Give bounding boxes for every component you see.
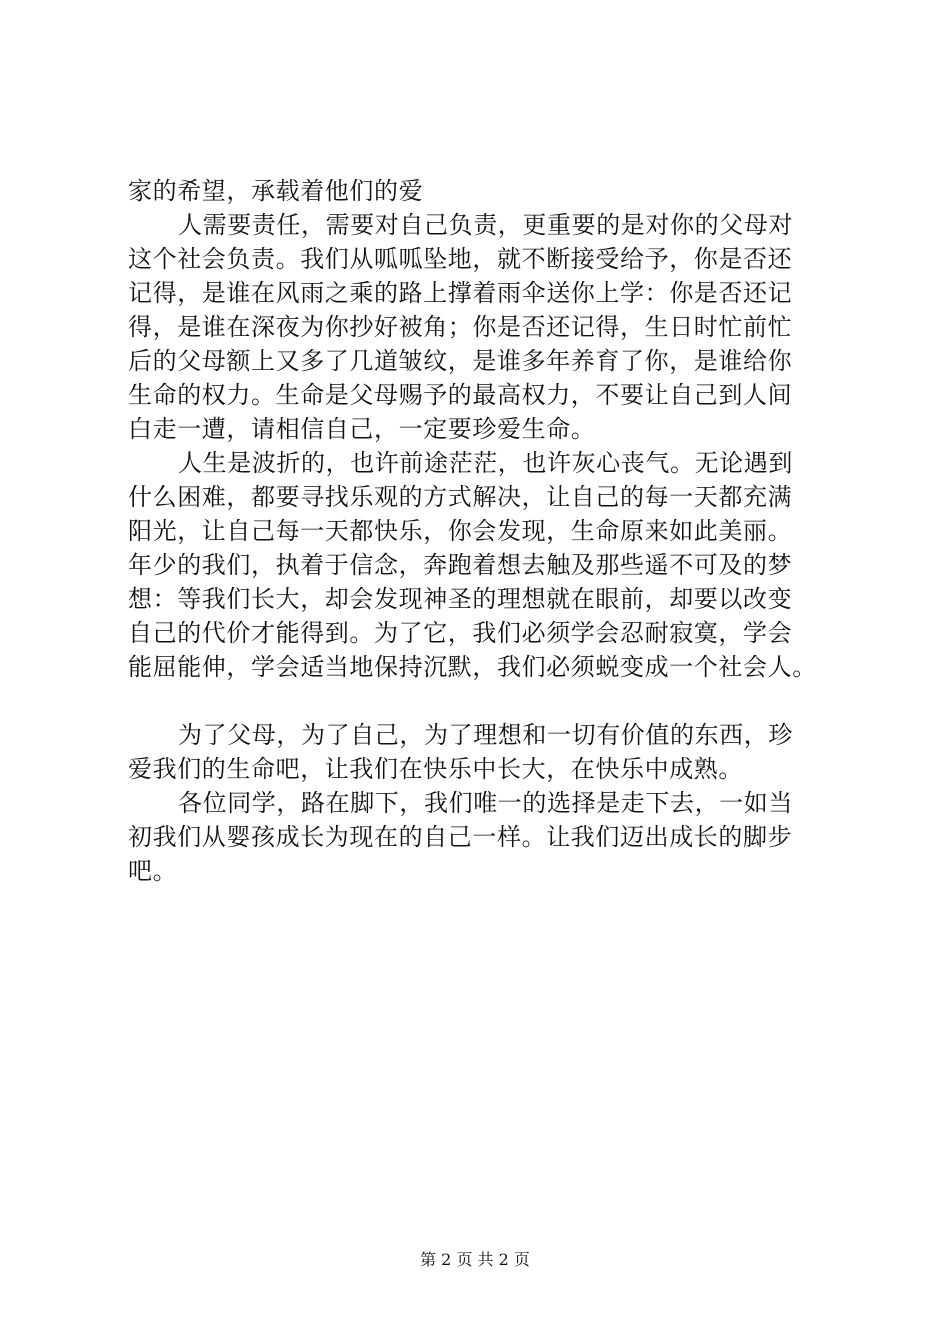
text-line: 能屈能伸，学会适当地保持沉默，我们必须蜕变成一个社会人。 <box>128 653 817 681</box>
text-line: 爱我们的生命吧，让我们在快乐中长大，在快乐中成熟。 <box>128 755 743 783</box>
paragraph-first-line: 人生是波折的，也许前途茫茫，也许灰心丧气。无论遇到 <box>178 449 793 477</box>
text-line: 想：等我们长大，却会发现神圣的理想就在眼前，却要以改变 <box>128 585 793 613</box>
text-line: 阳光，让自己每一天都快乐，你会发现，生命原来如此美丽。 <box>128 517 793 545</box>
text-line: 得，是谁在深夜为你抄好被角；你是否还记得，生日时忙前忙 <box>128 313 793 341</box>
paragraph-first-line: 各位同学，路在脚下，我们唯一的选择是走下去，一如当 <box>178 789 793 817</box>
text-line: 什么困难，都要寻找乐观的方式解决，让自己的每一天都充满 <box>128 483 793 511</box>
text-line: 后的父母额上又多了几道皱纹，是谁多年养育了你，是谁给你 <box>128 347 793 375</box>
text-line: 初我们从婴孩成长为现在的自己一样。让我们迈出成长的脚步 <box>128 823 793 851</box>
text-line: 记得，是谁在风雨之乘的路上撑着雨伞送你上学：你是否还记 <box>128 279 793 307</box>
text-line: 白走一遭，请相信自己，一定要珍爱生命。 <box>128 415 596 443</box>
text-line: 家的希望，承载着他们的爱 <box>128 177 424 205</box>
text-line: 年少的我们，执着于信念，奔跑着想去触及那些遥不可及的梦 <box>128 551 793 579</box>
text-line: 自己的代价才能得到。为了它，我们必须学会忍耐寂寞，学会 <box>128 619 793 647</box>
text-line: 生命的权力。生命是父母赐予的最高权力，不要让自己到人间 <box>128 381 793 409</box>
text-line: 这个社会负责。我们从呱呱坠地，就不断接受给予，你是否还 <box>128 245 793 273</box>
paragraph-first-line: 为了父母，为了自己，为了理想和一切有价值的东西，珍 <box>178 721 793 749</box>
text-line: 吧。 <box>128 857 178 885</box>
page-number-footer: 第 2 页 共 2 页 <box>420 1250 530 1269</box>
paragraph-first-line: 人需要责任，需要对自己负责，更重要的是对你的父母对 <box>178 211 793 239</box>
